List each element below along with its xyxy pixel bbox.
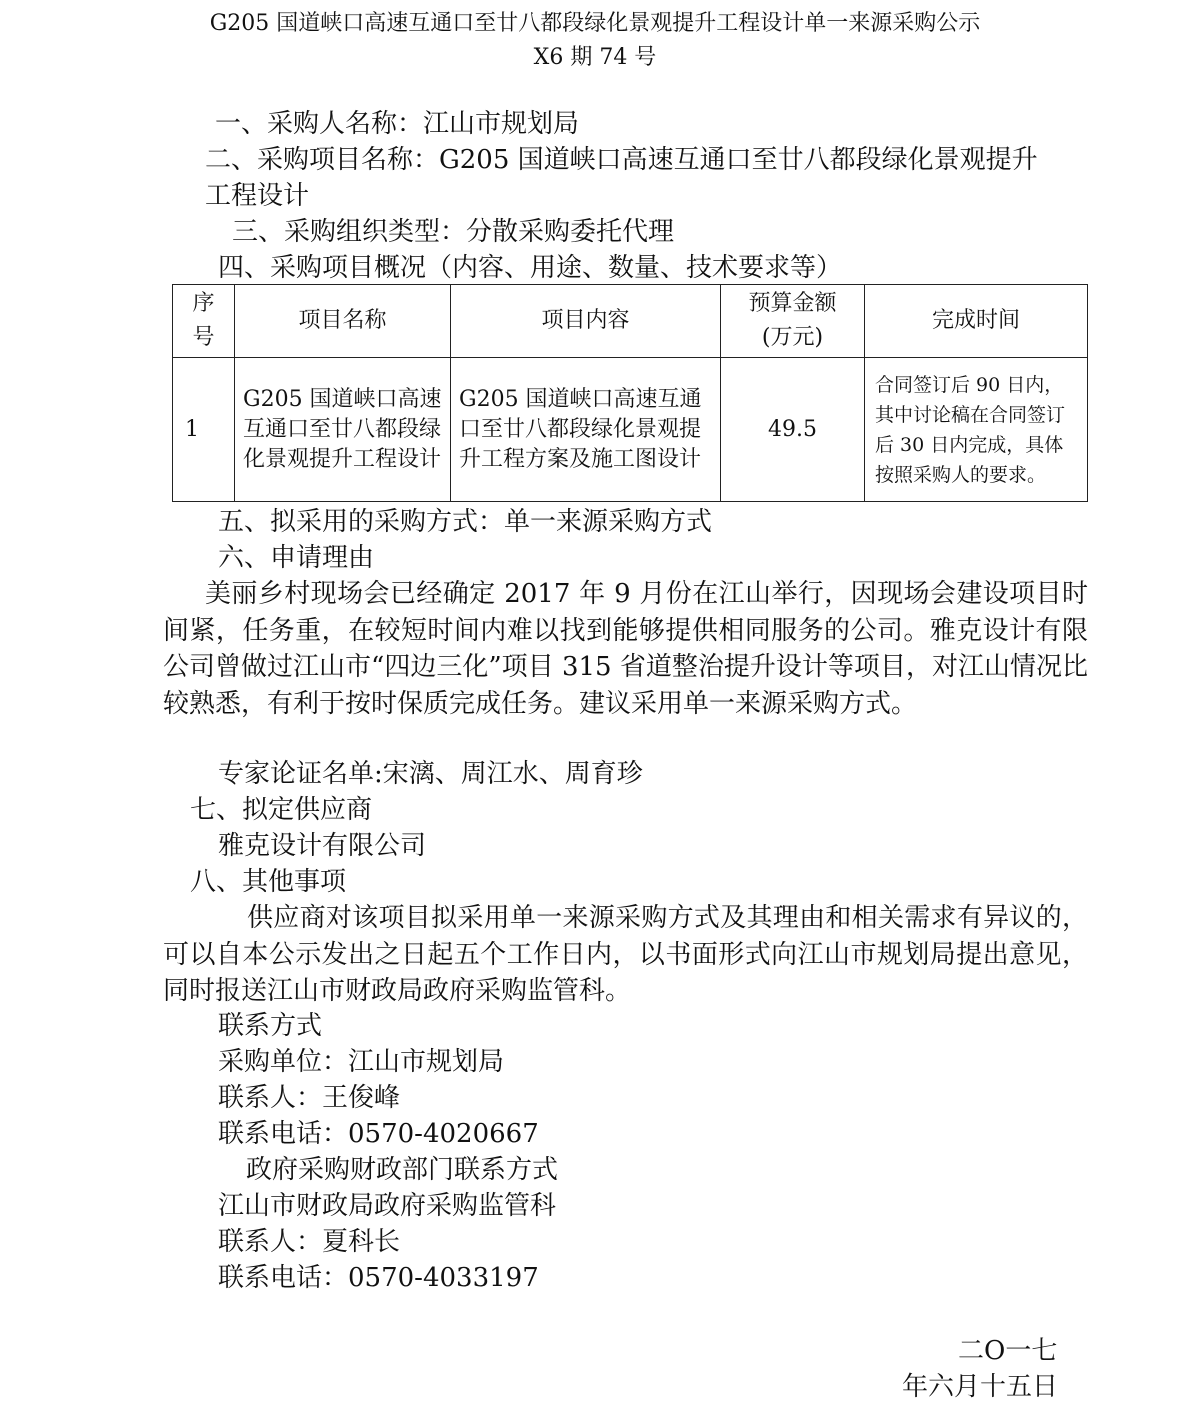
section-project-name-cont: 工程设计 [205, 181, 310, 211]
date-year: 二O一七 [958, 1336, 1058, 1366]
section-supplier: 七、拟定供应商 [190, 795, 373, 825]
contact-heading: 联系方式 [218, 1011, 323, 1041]
section-method: 五、拟采用的采购方式：单一来源采购方式 [218, 507, 713, 537]
cell-content: G205 国道峡口高速互通口至廿八都段绿化景观提升工程方案及施工图设计 [451, 358, 721, 502]
reason-body: 美丽乡村现场会已经确定 2017 年 9 月份在江山举行，因现场会建设项目时间紧，任务重，在较短时间内难以找到能够提供相同服务的公司。雅克设计有限公司曾做过江山市“四边三化”项目 315 省道整治提升设计等项目，对江山情况比较熟悉，有利于按时保质完成任务。建议采用单一来源采购方式。 [163, 579, 1088, 719]
cell-deadline: 合同签订后 90 日内，其中讨论稿在合同签订后 30 日内完成，具体按照采购人的要求。 [865, 358, 1088, 502]
table-header-row [173, 285, 1088, 358]
expert-list: 专家论证名单:宋漓、周江水、周育珍 [218, 759, 643, 789]
other-body: 供应商对该项目拟采用单一来源采购方式及其理由和相关需求有异议的，可以自本公示发出之日起五个工作日内，以书面形式向江山市规划局提出意见，同时报送江山市财政局政府采购监管科。 [163, 903, 1088, 1006]
header-deadline: 完成时间 [865, 285, 1088, 358]
section-reason: 六、申请理由 [218, 543, 375, 573]
gov-contact-phone: 联系电话：0570-4033197 [218, 1263, 539, 1293]
contact-person: 联系人：王俊峰 [218, 1083, 401, 1113]
table-row [173, 358, 1088, 502]
procurement-table [172, 284, 1088, 502]
header-budget [721, 285, 865, 358]
header-budget-line2: (万元) [761, 325, 824, 350]
gov-contact-person: 联系人：夏科长 [218, 1227, 401, 1257]
cell-budget: 49.5 [721, 358, 865, 502]
section-overview: 四、采购项目概况（内容、用途、数量、技术要求等） [218, 253, 843, 283]
document-title: G205 国道峡口高速互通口至廿八都段绿化景观提升工程设计单一来源采购公示 [209, 11, 981, 36]
header-content: 项目内容 [451, 285, 721, 358]
header-name: 项目名称 [235, 285, 451, 358]
section-purchaser: 一、采购人名称：江山市规划局 [215, 109, 580, 139]
section-org-type: 三、采购组织类型：分散采购委托代理 [232, 217, 675, 247]
contact-phone: 联系电话：0570-4020667 [218, 1119, 539, 1149]
date-day: 年六月十五日 [902, 1372, 1059, 1402]
gov-contact-heading: 政府采购财政部门联系方式 [246, 1155, 559, 1185]
header-seq [173, 285, 235, 358]
cell-name: G205 国道峡口高速互通口至廿八都段绿化景观提升工程设计 [235, 358, 451, 502]
supplier-name: 雅克设计有限公司 [218, 831, 427, 861]
gov-contact-unit: 江山市财政局政府采购监管科 [218, 1191, 557, 1221]
cell-seq: 1 [173, 358, 235, 502]
contact-unit: 采购单位：江山市规划局 [218, 1047, 505, 1077]
issue-number: X6 期 74 号 [533, 45, 657, 70]
section-other: 八、其他事项 [190, 867, 347, 897]
section-project-name: 二、采购项目名称：G205 国道峡口高速互通口至廿八都段绿化景观提升 [205, 145, 1038, 175]
header-budget-line1: 预算金额 [748, 291, 837, 316]
header-seq-text: 序号 [192, 291, 215, 350]
